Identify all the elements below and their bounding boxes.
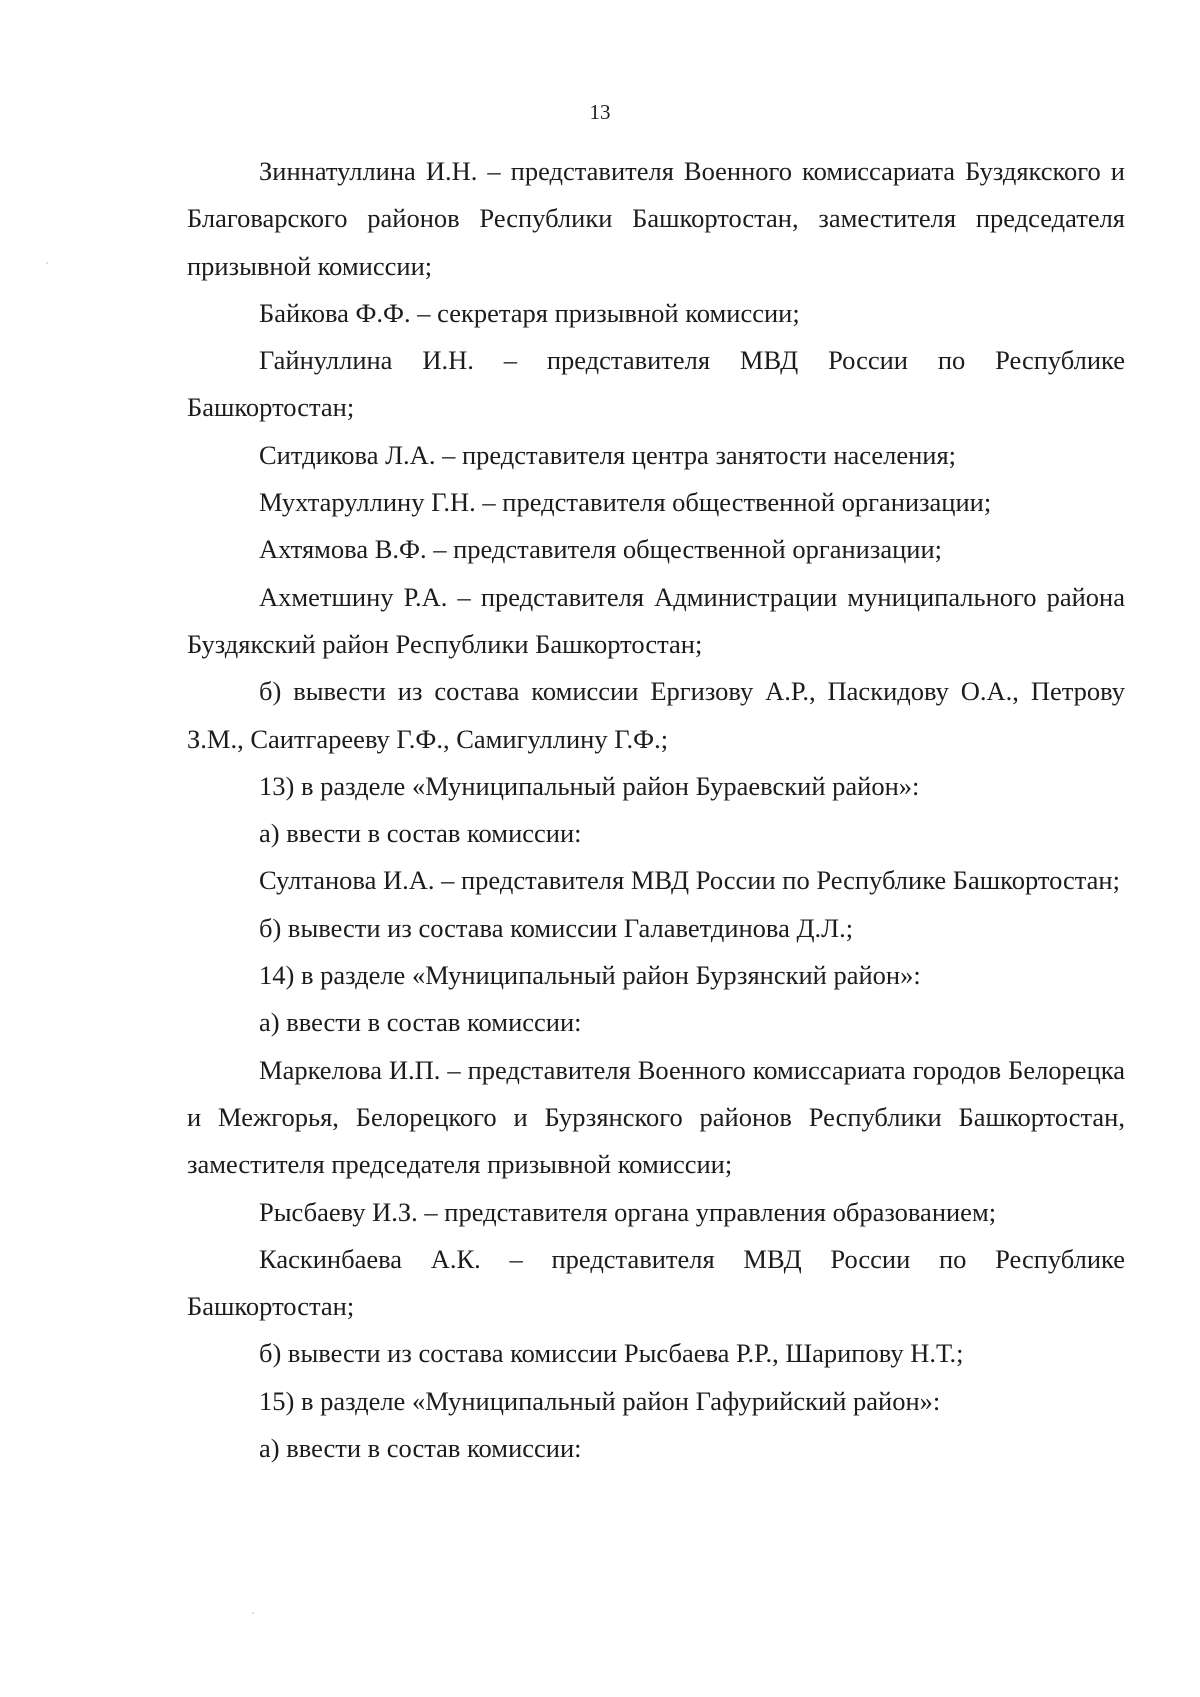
paragraph-rysbaeva: Рысбаеву И.З. – представителя органа управления образованием; [259,1196,997,1227]
paragraph-remove-burayevsky: б) вывести из состава комиссии Галаветдинова Д.Л.; [259,912,854,943]
page-number: 13 [589,100,611,124]
paragraph-sitdikova: Ситдикова Л.А. – представителя центра занятости населения; [259,439,957,470]
section-heading-gafuriysky: 15) в разделе «Муниципальный район Гафурийский район»: [259,1385,941,1416]
paragraph-add-gafuriysky: а) ввести в состав комиссии: [259,1433,582,1464]
paragraph-mukhtarullina: Мухтаруллину Г.Н. – представителя общественной организации; [259,487,992,518]
paragraph-akhtyamova: Ахтямова В.Ф. – представителя общественной организации; [259,534,942,565]
paragraph-baykova: Байкова Ф.Ф. – секретаря призывной комиссии; [259,297,800,328]
paragraph-zinnatullina: Зиннатуллина И.Н. – представителя Военного комиссариата Буздякского и Благоварского районов Республики Башкортостан, заместителя председателя призывной комиссии; [187,156,1125,281]
section-heading-burzyansky: 14) в разделе «Муниципальный район Бурзянский район»: [259,960,921,991]
scan-speck [46,262,48,264]
paragraph-markelova: Маркелова И.П. – представителя Военного комиссариата городов Белорецка и Межгорья, Белорецкого и Бурзянского районов Республики Башкортостан, заместителя председателя призывной комиссии; [187,1054,1125,1180]
scan-speck [252,1612,254,1614]
paragraph-remove-burzyansky: б) вывести из состава комиссии Рысбаева Р.Р., Шарипову Н.Т.; [259,1338,964,1369]
paragraph-sultanova: Султанова И.А. – представителя МВД России по Республике Башкортостан; [259,865,1120,896]
paragraph-add-burayevsky: а) ввести в состав комиссии: [259,818,582,849]
paragraph-kaskinbaeva: Каскинбаева А.К. – представителя МВД России по Республике Башкортостан; [187,1243,1125,1322]
paragraph-gaynullina: Гайнуллина И.Н. – представителя МВД России по Республике Башкортостан; [187,345,1125,423]
paragraph-add-burzyansky: а) ввести в состав комиссии: [259,1007,582,1038]
paragraph-akhmetshina: Ахметшину Р.А. – представителя Администрации муниципального района Буздякский район Республики Башкортостан; [187,581,1125,659]
paragraph-remove-buzdyak: б) вывести из состава комиссии Ергизову А.Р., Паскидову О.А., Петрову З.М., Саитгарееву Г.Ф., Самигуллину Г.Ф.; [187,676,1125,754]
document-body [187,148,1125,1472]
section-heading-burayevsky: 13) в разделе «Муниципальный район Бураевский район»: [259,770,920,801]
